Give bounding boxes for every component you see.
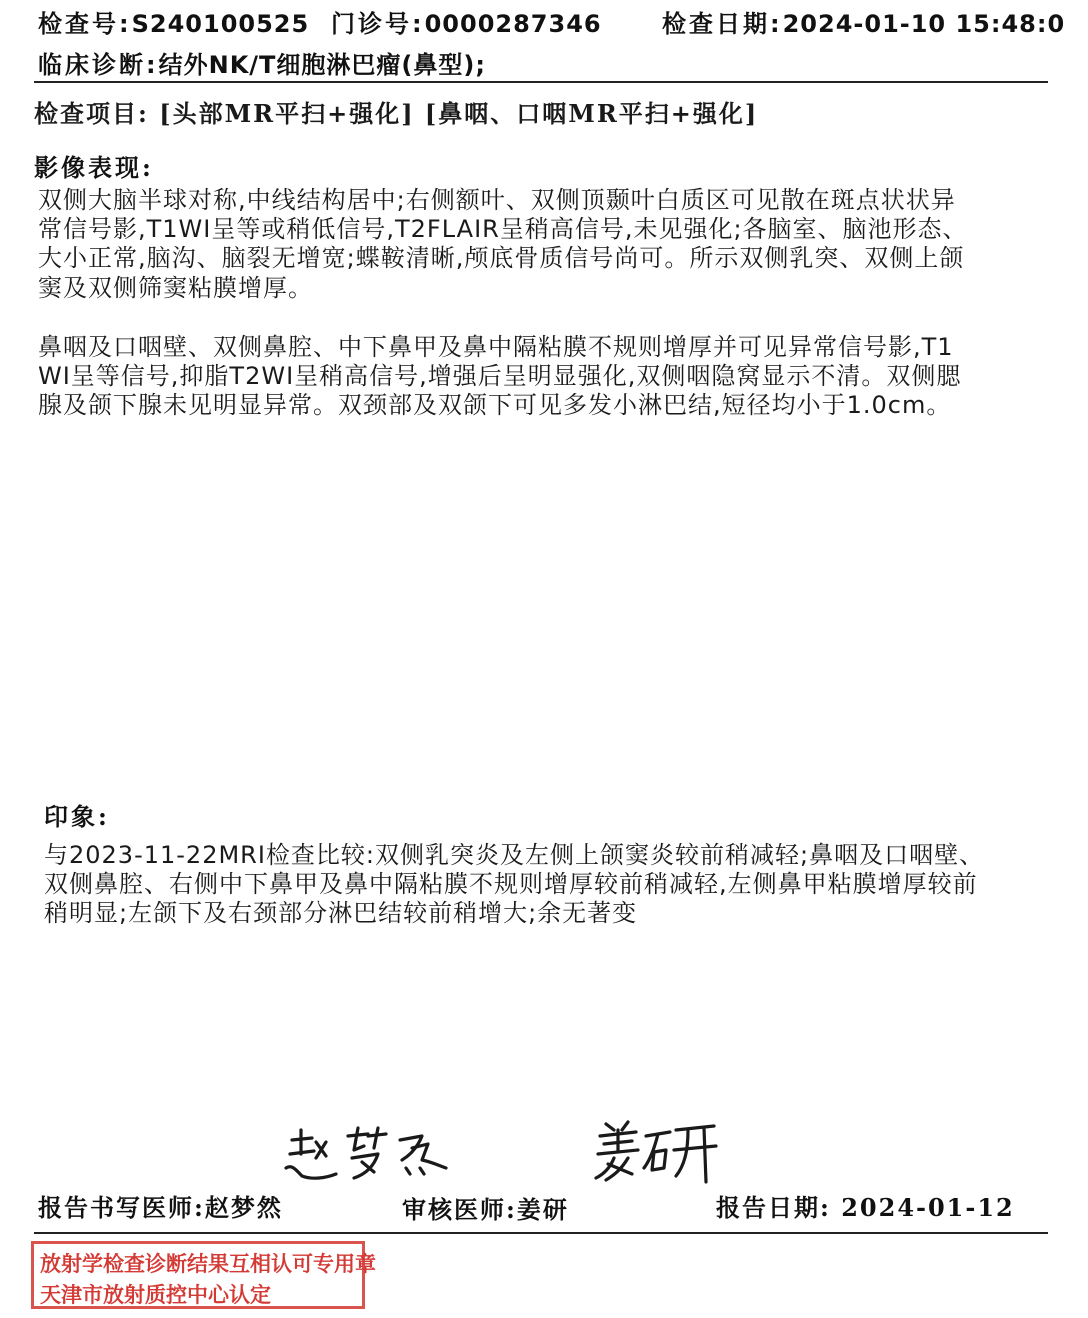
reviewer-signature-strokes — [592, 1116, 722, 1186]
report-date-label: 报告日期: — [716, 1193, 831, 1222]
report-date-field — [716, 1188, 1015, 1223]
clinical-diagnosis-label: 临床诊断: — [38, 51, 159, 79]
clinical-diagnosis-field — [38, 45, 486, 80]
clinic-number-field — [331, 4, 602, 39]
exam-date-value: 2024-01-10 15:48:0 — [782, 10, 1066, 38]
writer-signature-image — [282, 1124, 452, 1186]
findings-paragraph-1: 双侧大脑半球对称,中线结构居中;右侧额叶、双侧顶颞叶白质区可见散在斑点状状异常信号影,T1WI呈等或稍低信号,T2FLAIR呈稍高信号,未见强化;各脑室、脑池形态、大小正常,脑沟、脑裂无增宽;蝶鞍清晰,颅底骨质信号尚可。所示双侧乳突、双侧上颌窦及双侧筛窦粘膜增厚。 — [38, 186, 968, 302]
report-writer-field — [38, 1188, 283, 1223]
exam-number-label: 检查号: — [38, 10, 132, 38]
reviewer-name: 姜研 — [516, 1195, 569, 1224]
header-divider — [34, 81, 1048, 83]
findings-title: 影像表现: — [34, 153, 154, 182]
report-writer-label: 报告书写医师: — [38, 1193, 205, 1222]
certification-stamp — [31, 1241, 376, 1309]
writer-signature-strokes — [282, 1124, 452, 1186]
impression-text: 与2023-11-22MRI检查比较:双侧乳突炎及左侧上颌窦炎较前稍减轻;鼻咽及口咽壁、双侧鼻腔、右侧中下鼻甲及鼻中隔粘膜不规则增厚较前稍减轻,左侧鼻甲粘膜增厚较前稍明显;左颌下及右颈部分淋巴结较前稍增大;余无著变 — [44, 841, 985, 928]
report-writer-name: 赵梦然 — [204, 1193, 283, 1222]
findings-paragraph-2: 鼻咽及口咽壁、双侧鼻腔、中下鼻甲及鼻中隔粘膜不规则增厚并可见异常信号影,T1WI呈等信号,抑脂T2WI呈稍高信号,增强后呈明显强化,双侧咽隐窝显示不清。双侧腮腺及颌下腺未见明显异常。双颈部及双颌下可见多发小淋巴结,短径均小于1.0cm。 — [38, 333, 962, 420]
stamp-line-2: 天津市放射质控中心认定 — [40, 1282, 271, 1307]
reviewer-field — [402, 1190, 569, 1225]
exam-date-field — [662, 4, 1065, 39]
report-date-value: 2024-01-12 — [841, 1193, 1015, 1222]
impression-title: 印象: — [44, 802, 110, 831]
exam-number-value: S240100525 — [131, 10, 310, 38]
clinic-number-value: 0000287346 — [424, 10, 602, 38]
reviewer-label: 审核医师: — [402, 1195, 517, 1224]
stamp-line-1: 放射学检查诊断结果互相认可专用章 — [40, 1251, 376, 1276]
reviewer-signature-image — [592, 1116, 722, 1186]
exam-number-field — [38, 4, 309, 39]
footer-divider — [34, 1232, 1048, 1234]
exam-items-label: 检查项目: — [34, 99, 149, 128]
clinic-number-label: 门诊号: — [331, 10, 425, 38]
clinical-diagnosis-value: 结外NK/T细胞淋巴瘤(鼻型); — [158, 51, 486, 79]
exam-items-value: [头部MR平扫+强化] [鼻咽、口咽MR平扫+强化] — [159, 99, 759, 128]
exam-items-row — [34, 94, 758, 129]
exam-date-label: 检查日期: — [662, 10, 783, 38]
